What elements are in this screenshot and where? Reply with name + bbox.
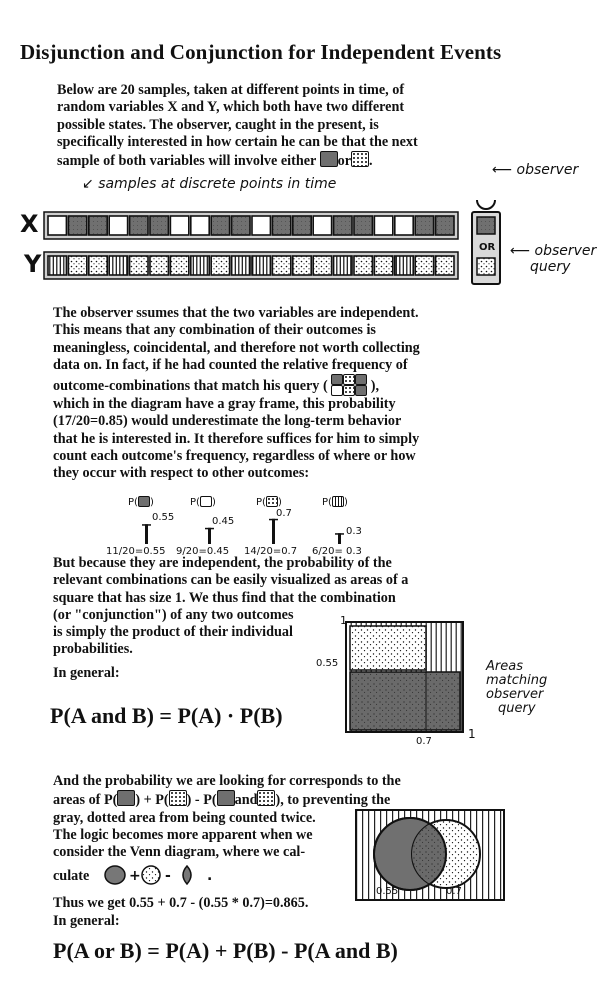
sample-dot (313, 256, 331, 275)
conjunction-paragraph: But because they are independent, the probability of the relevant combinations can be easily visualized as areas of a square that has size 1. We thus find that the combination (or "conjunction") of any two outcomes is simply the product of their individual probabilities. (53, 555, 409, 658)
intro-paragraph (57, 82, 477, 170)
dotted-square-icon (257, 790, 275, 806)
sample-dot (354, 256, 372, 275)
gray-square-icon (320, 151, 338, 167)
dotted-query-square (477, 258, 495, 275)
dotted-square-icon (169, 790, 187, 806)
sample-gray (150, 216, 168, 235)
frequency-item: P( ) (128, 497, 154, 508)
intro-line: possible states. The observer, caught in the present, is (57, 116, 379, 133)
venn-calculation-icons (103, 864, 223, 886)
frequency-bar (272, 519, 275, 544)
square-y-tick: 0.55 (316, 658, 339, 669)
intro-line: specifically interested in how certain he can be that the next (57, 133, 418, 150)
y-sequence (44, 252, 458, 279)
svg-text:-: - (164, 868, 171, 885)
freq-value: 0.7 (276, 508, 292, 519)
sample-stripe (232, 256, 250, 275)
frequency-item: P( ) (256, 497, 282, 508)
square-right-label: 1 (468, 727, 476, 741)
svg-text:.: . (206, 868, 213, 885)
sample-dot (436, 256, 454, 275)
freq-calc: 14/20=0.7 (244, 546, 298, 557)
observer-annotation: ⟵ observer (492, 162, 579, 178)
x-label: X (20, 210, 39, 238)
or-label: OR (479, 242, 496, 253)
sample-dot (293, 256, 311, 275)
sample-gray (334, 216, 352, 235)
observer-query-annotation: ⟵ observer query (510, 243, 597, 275)
sample-gray (272, 216, 290, 235)
disjunction-formula: P(A or B) = P(A) + P(B) - P(A and B) (53, 938, 398, 963)
striped-square-icon (332, 496, 344, 507)
sample-stripe (48, 256, 66, 275)
sample-dot (415, 256, 433, 275)
samples-annotation: ↙ samples at discrete points in time (82, 176, 337, 192)
frequency-list (106, 490, 382, 560)
freq-value: 0.3 (346, 526, 362, 537)
dotted-circle-icon (142, 866, 160, 884)
lens-icon (183, 866, 191, 884)
sample-gray (130, 216, 148, 235)
gray-square-icon (217, 790, 235, 806)
page-title: Disjunction and Conjunction for Independent Events (20, 40, 502, 64)
frequency-item: P( ) (322, 497, 348, 508)
dotted-square-icon (351, 151, 369, 167)
frequency-bar-cap (335, 533, 344, 535)
sample-dot (170, 256, 188, 275)
square-top-label: 1 (340, 614, 347, 627)
venn-right-label: 0.7 (446, 886, 462, 897)
gray-circle-icon (105, 866, 125, 884)
independence-paragraph: The observer ssumes that the two variables are independent. This means that any combination of their outcomes is meaningless, coincidental, and therefore not worth collecting data on. In fact, if he had counted the relative frequency of outcome-combinations that match his query ( ), which in the diagram have a gray frame, this probability (17/20=0.85) would underestimate the long-term behavior that he is interested in. It therefore suffices for him to simply count each outcome's frequency, regardless of where or how they occur with respect to other outcomes: (53, 305, 420, 482)
freq-calc: 6/20= 0.3 (312, 546, 362, 557)
sample-white (48, 216, 66, 235)
intro-line: sample of both variables will involve either or . (57, 153, 373, 170)
sample-white (374, 216, 392, 235)
y-label: Y (24, 250, 42, 278)
frequency-bar (208, 528, 211, 544)
sample-stripe (252, 256, 270, 275)
x-sequence (44, 212, 458, 239)
sample-stripe (334, 256, 352, 275)
gray-region (350, 672, 460, 730)
venn-diagram (352, 808, 508, 904)
sample-gray (415, 216, 433, 235)
areas-annotation: Areas matching observer query (486, 659, 548, 716)
sample-white (313, 216, 331, 235)
sample-stripe (191, 256, 209, 275)
freq-calc: 9/20=0.45 (176, 546, 230, 557)
venn-left-label: 0.55 (376, 886, 399, 897)
white-square-icon (200, 496, 212, 507)
sample-gray (436, 216, 454, 235)
sample-dot (130, 256, 148, 275)
intro-line: Below are 20 samples, taken at different points in time, of (57, 82, 405, 98)
sample-white (109, 216, 127, 235)
disjunction-paragraph: And the probability we are looking for corresponds to the areas of P( ) + P( ) - P( and ), to preventing the gray, dotted area from being counted twice. The logic becomes more apparent when we consider the Venn diagram, where we cal- culate + - . (53, 773, 401, 885)
sample-gray (293, 216, 311, 235)
sample-dot (211, 256, 229, 275)
svg-text:+: + (128, 868, 141, 885)
in-general-label-2: In general: (53, 913, 120, 929)
conjunction-formula: P(A and B) = P(A) · P(B) (50, 703, 283, 728)
sample-gray (211, 216, 229, 235)
sample-dot (68, 256, 86, 275)
sample-dot (150, 256, 168, 275)
result-line: Thus we get 0.55 + 0.7 - (0.55 * 0.7)=0.865. (53, 895, 309, 911)
frequency-bar (145, 524, 148, 544)
sample-white (252, 216, 270, 235)
sample-gray (354, 216, 372, 235)
freq-calc: 11/20=0.55 (106, 546, 166, 557)
arrow-icon: ⟵ (510, 243, 535, 259)
freq-value: 0.45 (212, 516, 235, 527)
dotted-region (350, 626, 426, 670)
sample-white (170, 216, 188, 235)
in-general-label: In general: (53, 665, 120, 681)
sample-stripe (395, 256, 413, 275)
frequency-bar-cap (205, 528, 214, 530)
frequency-bar-cap (269, 519, 278, 521)
sample-dot (374, 256, 392, 275)
sample-gray (89, 216, 107, 235)
sample-stripe (109, 256, 127, 275)
sample-dot (89, 256, 107, 275)
combination-query-icon (331, 374, 367, 396)
gray-square-icon (138, 496, 150, 507)
sample-dot (272, 256, 290, 275)
probability-square (312, 610, 487, 745)
intro-line: random variables X and Y, which both have two different (57, 99, 405, 116)
gray-square-icon (117, 790, 135, 806)
freq-value: 0.55 (152, 512, 175, 523)
sample-gray (232, 216, 250, 235)
sample-gray (68, 216, 86, 235)
frequency-bar (338, 533, 341, 544)
frequency-bar-cap (142, 524, 151, 526)
arrow-icon: ⟵ (492, 162, 517, 178)
dotted-square-icon (266, 496, 278, 507)
frequency-item: P( ) (190, 497, 216, 508)
observer-head-icon (477, 200, 495, 209)
gray-query-square (477, 217, 495, 234)
arrow-icon: ↙ (82, 176, 99, 192)
sample-white (191, 216, 209, 235)
sample-white (395, 216, 413, 235)
square-x-tick: 0.7 (416, 736, 432, 745)
